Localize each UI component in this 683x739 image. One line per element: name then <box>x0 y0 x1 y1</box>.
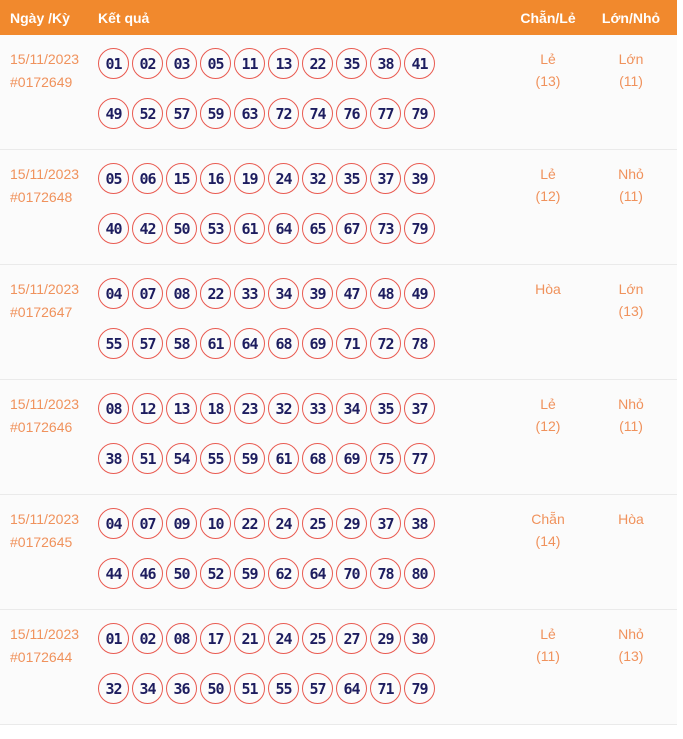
number-ball: 07 <box>132 278 163 309</box>
even-odd-label: Hòa <box>535 281 561 297</box>
big-small-label: Hòa <box>618 511 644 527</box>
number-ball: 12 <box>132 393 163 424</box>
number-ball: 55 <box>98 328 129 359</box>
number-ball: 40 <box>98 213 129 244</box>
number-ball: 32 <box>98 673 129 704</box>
col-header-big-small: Lớn/Nhỏ <box>601 9 661 26</box>
number-ball: 05 <box>200 48 231 79</box>
draw-date: 15/11/2023 <box>10 396 80 412</box>
number-ball: 03 <box>166 48 197 79</box>
col-header-even-odd: Chẵn/Lẻ <box>520 9 576 26</box>
number-ball: 13 <box>268 48 299 79</box>
number-ball: 35 <box>336 48 367 79</box>
result-row <box>0 35 677 150</box>
even-odd-cell <box>503 265 593 300</box>
draw-id: #0172645 <box>10 534 73 550</box>
ball-line <box>98 48 438 79</box>
number-ball: 22 <box>200 278 231 309</box>
number-ball: 59 <box>234 558 265 589</box>
numbers-cell <box>98 35 438 129</box>
number-ball: 16 <box>200 163 231 194</box>
result-row <box>0 150 677 265</box>
big-small-count: (13) <box>618 303 644 319</box>
number-ball: 75 <box>370 443 401 474</box>
number-ball: 34 <box>336 393 367 424</box>
number-ball: 01 <box>98 623 129 654</box>
even-odd-label: Lẻ <box>540 166 556 182</box>
big-small-label: Nhỏ <box>618 626 644 642</box>
ball-line <box>98 328 438 359</box>
number-ball: 77 <box>370 98 401 129</box>
ball-line <box>98 98 438 129</box>
result-row <box>0 265 677 380</box>
number-ball: 64 <box>336 673 367 704</box>
numbers-cell <box>98 495 438 589</box>
number-ball: 24 <box>268 623 299 654</box>
number-ball: 08 <box>166 278 197 309</box>
number-ball: 64 <box>234 328 265 359</box>
result-row <box>0 610 677 725</box>
date-cell <box>0 380 98 439</box>
number-ball: 23 <box>234 393 265 424</box>
col-header-result: Kết quả <box>98 9 150 26</box>
number-ball: 61 <box>234 213 265 244</box>
result-row <box>0 495 677 610</box>
number-ball: 29 <box>370 623 401 654</box>
number-ball: 17 <box>200 623 231 654</box>
number-ball: 65 <box>302 213 333 244</box>
ball-line <box>98 673 438 704</box>
number-ball: 32 <box>268 393 299 424</box>
number-ball: 27 <box>336 623 367 654</box>
even-odd-count: (12) <box>535 418 561 434</box>
even-odd-label: Chẵn <box>531 511 565 527</box>
number-ball: 67 <box>336 213 367 244</box>
number-ball: 55 <box>200 443 231 474</box>
number-ball: 42 <box>132 213 163 244</box>
even-odd-cell <box>503 150 593 207</box>
number-ball: 04 <box>98 278 129 309</box>
numbers-cell <box>98 380 438 474</box>
number-ball: 48 <box>370 278 401 309</box>
draw-date: 15/11/2023 <box>10 281 80 297</box>
ball-line <box>98 213 438 244</box>
number-ball: 02 <box>132 623 163 654</box>
number-ball: 06 <box>132 163 163 194</box>
number-ball: 35 <box>370 393 401 424</box>
number-ball: 64 <box>302 558 333 589</box>
even-odd-label: Lẻ <box>540 626 556 642</box>
number-ball: 79 <box>404 213 435 244</box>
number-ball: 71 <box>370 673 401 704</box>
number-ball: 10 <box>200 508 231 539</box>
even-odd-label: Lẻ <box>540 396 556 412</box>
number-ball: 25 <box>302 508 333 539</box>
draw-id: #0172649 <box>10 74 73 90</box>
number-ball: 57 <box>132 328 163 359</box>
number-ball: 72 <box>370 328 401 359</box>
draw-date: 15/11/2023 <box>10 51 80 67</box>
number-ball: 50 <box>200 673 231 704</box>
number-ball: 51 <box>234 673 265 704</box>
number-ball: 63 <box>234 98 265 129</box>
numbers-cell <box>98 610 438 704</box>
number-ball: 29 <box>336 508 367 539</box>
ball-line <box>98 163 438 194</box>
number-ball: 62 <box>268 558 299 589</box>
number-ball: 72 <box>268 98 299 129</box>
number-ball: 46 <box>132 558 163 589</box>
number-ball: 38 <box>98 443 129 474</box>
big-small-cell <box>593 380 669 437</box>
number-ball: 53 <box>200 213 231 244</box>
ball-line <box>98 508 438 539</box>
number-ball: 49 <box>404 278 435 309</box>
big-small-count: (11) <box>619 418 643 434</box>
date-cell <box>0 610 98 669</box>
number-ball: 07 <box>132 508 163 539</box>
number-ball: 05 <box>98 163 129 194</box>
number-ball: 71 <box>336 328 367 359</box>
number-ball: 59 <box>234 443 265 474</box>
number-ball: 69 <box>336 443 367 474</box>
bottom-gap <box>0 725 683 739</box>
number-ball: 41 <box>404 48 435 79</box>
even-odd-cell <box>503 495 593 552</box>
date-cell <box>0 35 98 94</box>
draw-id: #0172646 <box>10 419 73 435</box>
number-ball: 04 <box>98 508 129 539</box>
number-ball: 52 <box>132 98 163 129</box>
number-ball: 51 <box>132 443 163 474</box>
draw-date: 15/11/2023 <box>10 626 80 642</box>
numbers-cell <box>98 150 438 244</box>
even-odd-cell <box>503 35 593 92</box>
number-ball: 39 <box>302 278 333 309</box>
number-ball: 74 <box>302 98 333 129</box>
number-ball: 55 <box>268 673 299 704</box>
big-small-cell <box>593 35 669 92</box>
number-ball: 22 <box>234 508 265 539</box>
number-ball: 33 <box>302 393 333 424</box>
big-small-cell <box>593 150 669 207</box>
number-ball: 44 <box>98 558 129 589</box>
number-ball: 68 <box>268 328 299 359</box>
draw-date: 15/11/2023 <box>10 166 80 182</box>
ball-line <box>98 623 438 654</box>
number-ball: 49 <box>98 98 129 129</box>
number-ball: 68 <box>302 443 333 474</box>
number-ball: 76 <box>336 98 367 129</box>
number-ball: 64 <box>268 213 299 244</box>
number-ball: 61 <box>268 443 299 474</box>
number-ball: 33 <box>234 278 265 309</box>
big-small-label: Nhỏ <box>618 166 644 182</box>
big-small-label: Lớn <box>618 51 644 67</box>
number-ball: 30 <box>404 623 435 654</box>
big-small-label: Lớn <box>618 281 644 297</box>
even-odd-count: (11) <box>536 648 560 664</box>
big-small-label: Nhỏ <box>618 396 644 412</box>
number-ball: 02 <box>132 48 163 79</box>
number-ball: 08 <box>98 393 129 424</box>
number-ball: 37 <box>370 163 401 194</box>
number-ball: 36 <box>166 673 197 704</box>
number-ball: 01 <box>98 48 129 79</box>
number-ball: 08 <box>166 623 197 654</box>
number-ball: 54 <box>166 443 197 474</box>
ball-line <box>98 393 438 424</box>
number-ball: 78 <box>370 558 401 589</box>
ball-line <box>98 558 438 589</box>
numbers-cell <box>98 265 438 359</box>
number-ball: 22 <box>302 48 333 79</box>
number-ball: 34 <box>132 673 163 704</box>
big-small-count: (13) <box>618 648 644 664</box>
number-ball: 25 <box>302 623 333 654</box>
number-ball: 32 <box>302 163 333 194</box>
big-small-cell <box>593 495 669 530</box>
number-ball: 34 <box>268 278 299 309</box>
number-ball: 11 <box>234 48 265 79</box>
number-ball: 73 <box>370 213 401 244</box>
results-table-header <box>0 0 677 35</box>
big-small-count: (11) <box>619 73 643 89</box>
number-ball: 57 <box>302 673 333 704</box>
number-ball: 50 <box>166 213 197 244</box>
number-ball: 61 <box>200 328 231 359</box>
number-ball: 19 <box>234 163 265 194</box>
number-ball: 78 <box>404 328 435 359</box>
number-ball: 79 <box>404 98 435 129</box>
number-ball: 38 <box>370 48 401 79</box>
even-odd-count: (14) <box>535 533 561 549</box>
number-ball: 58 <box>166 328 197 359</box>
col-header-date: Ngày /Kỳ <box>10 9 70 26</box>
number-ball: 69 <box>302 328 333 359</box>
date-cell <box>0 495 98 554</box>
number-ball: 38 <box>404 508 435 539</box>
number-ball: 35 <box>336 163 367 194</box>
number-ball: 21 <box>234 623 265 654</box>
draw-id: #0172648 <box>10 189 73 205</box>
number-ball: 09 <box>166 508 197 539</box>
number-ball: 24 <box>268 163 299 194</box>
number-ball: 15 <box>166 163 197 194</box>
draw-id: #0172647 <box>10 304 73 320</box>
ball-line <box>98 443 438 474</box>
big-small-cell <box>593 265 669 322</box>
number-ball: 37 <box>404 393 435 424</box>
even-odd-cell <box>503 610 593 667</box>
ball-line <box>98 278 438 309</box>
number-ball: 13 <box>166 393 197 424</box>
number-ball: 39 <box>404 163 435 194</box>
number-ball: 77 <box>404 443 435 474</box>
even-odd-count: (12) <box>535 188 561 204</box>
even-odd-label: Lẻ <box>540 51 556 67</box>
date-cell <box>0 150 98 209</box>
draw-id: #0172644 <box>10 649 73 665</box>
big-small-count: (11) <box>619 188 643 204</box>
even-odd-count: (13) <box>535 73 561 89</box>
result-row <box>0 380 677 495</box>
big-small-cell <box>593 610 669 667</box>
number-ball: 70 <box>336 558 367 589</box>
number-ball: 80 <box>404 558 435 589</box>
draw-date: 15/11/2023 <box>10 511 80 527</box>
number-ball: 50 <box>166 558 197 589</box>
results-table-body <box>0 35 677 725</box>
number-ball: 37 <box>370 508 401 539</box>
number-ball: 47 <box>336 278 367 309</box>
number-ball: 79 <box>404 673 435 704</box>
number-ball: 59 <box>200 98 231 129</box>
number-ball: 24 <box>268 508 299 539</box>
even-odd-cell <box>503 380 593 437</box>
number-ball: 57 <box>166 98 197 129</box>
date-cell <box>0 265 98 324</box>
number-ball: 52 <box>200 558 231 589</box>
number-ball: 18 <box>200 393 231 424</box>
